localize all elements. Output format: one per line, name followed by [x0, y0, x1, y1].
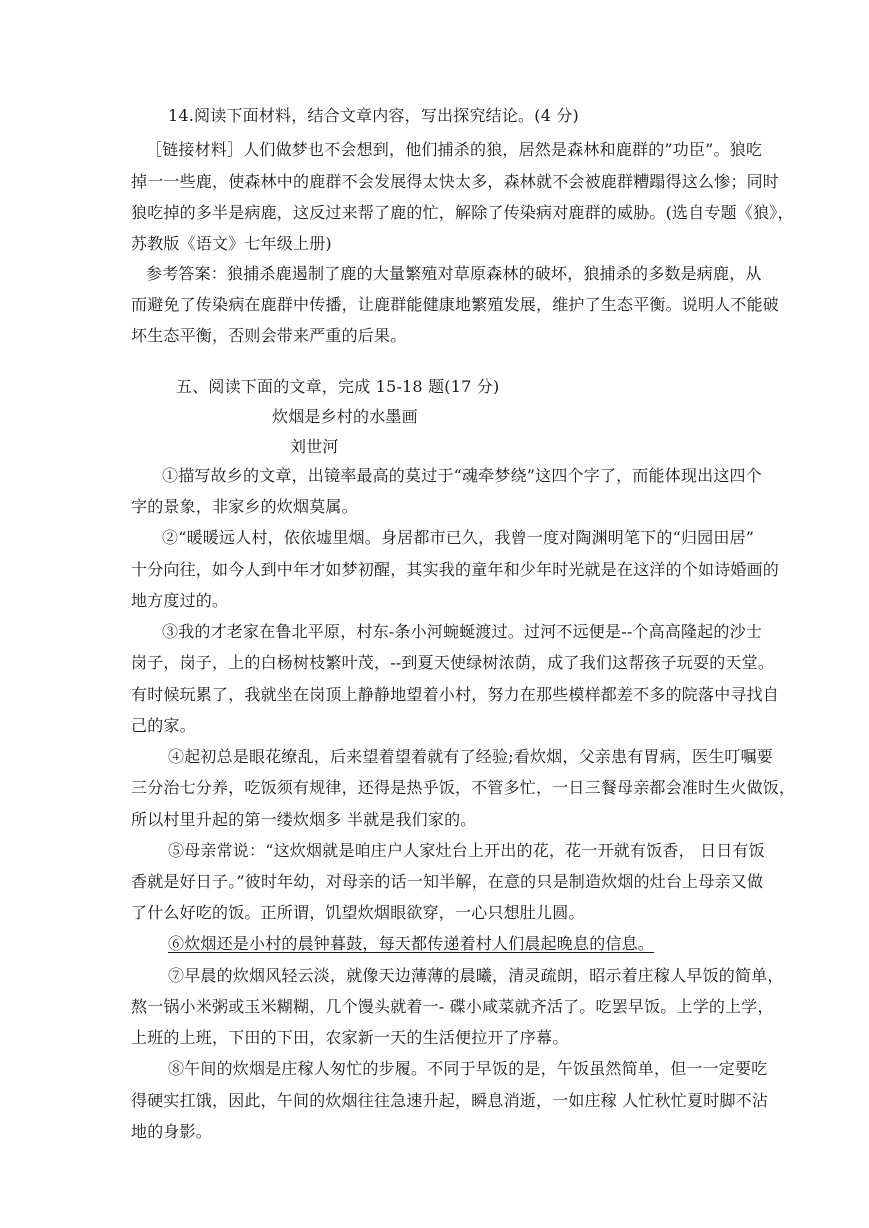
paragraph-line: 上班的上班，下田的下田，农家新一天的生活便拉开了序幕。	[131, 1028, 569, 1047]
paragraph-line: 香就是好日子。”彼时年幼，对母亲的话一知半解，在意的只是制造炊烟的灶台上母亲又做	[131, 872, 764, 891]
paragraph-line: ⑧午间的炊烟是庄稼人匆忙的步履。不同于早饭的是，午饭虽然简单，但一一定要吃	[168, 1059, 768, 1078]
paragraph-line: 地方度过的。	[131, 591, 229, 610]
article-author: 刘世河	[290, 437, 339, 456]
paragraph-line: 字的景象，非家乡的炊烟莫属。	[131, 497, 358, 516]
link-material-line: ［链接材料］人们做梦也不会想到，他们捕杀的狼，居然是森林和鹿群的”功臣”。狼吃	[146, 140, 763, 159]
answer-line: 而避免了传染病在鹿群中传播，让鹿群能健康地繁殖发展，维护了生态平衡。说明人不能破	[131, 295, 780, 314]
paragraph-line: 熬一锅小米粥或玉米糊糊，几个馒头就着一- 碟小咸菜就齐活了。吃罢早饭。上学的上学，	[131, 997, 774, 1016]
paragraph-line: ⑦早晨的炊烟风轻云淡，就像天边薄薄的晨曦，清灵疏朗，昭示着庄稼人早饭的简单，	[168, 966, 784, 985]
question-14-title: 14.阅读下面材料，结合文章内容，写出探究结论。(4 分)	[168, 106, 579, 125]
link-material-line: 掉一一些鹿，使森林中的鹿群不会发展得太快太多，森林就不会被鹿群糟蹋得这么惨；同时	[131, 172, 780, 191]
paragraph-line: 地的身影。	[131, 1122, 213, 1141]
paragraph-line: ④起初总是眼花缭乱，后来望着望着就有了经验;看炊烟，父亲患有胃病，医生叮嘱要	[168, 747, 773, 766]
answer-line: 坏生态平衡，否则会带来严重的后果。	[131, 326, 407, 345]
paragraph-line: 己的家。	[131, 716, 196, 735]
link-material-line: 苏教版《语文》七年级上册)	[131, 234, 332, 253]
paragraph-line: 三分治七分养，吃饭须有规律，还得是热乎饭，不管多忙，一日三餐母亲都会准时生火做饭，	[131, 778, 796, 797]
article-title: 炊烟是乡村的水墨画	[272, 407, 418, 426]
paragraph-line: 有时候玩累了，我就坐在岗顶上静静地望着小村，努力在那些模样都差不多的院落中寻找自	[131, 685, 780, 704]
paragraph-line: ⑤母亲常说：“这炊烟就是咱庄户人家灶台上开出的花，花一开就有饭香， 日日有饭	[168, 841, 765, 860]
paragraph-line: ②“暖暖远人村，依依墟里烟。身居都市已久，我曾一度对陶渊明笔下的“归园田居”	[162, 528, 755, 547]
paragraph-line: 了什么好吃的饭。正所谓，饥望炊烟眼欲穿，一心只想肚儿圆。	[131, 903, 585, 922]
section-heading: 五、阅读下面的文章，完成 15-18 题(17 分)	[176, 377, 500, 396]
paragraph-line: 得硬实扛饿，因此，午间的炊烟往往急速升起，瞬息消逝，一如庄稼 人忙秋忙夏时脚不沾	[131, 1091, 769, 1110]
paragraph-line: 十分向往，如今人到中年才如梦初醒，其实我的童年和少年时光就是在这洋的个如诗婚画的	[131, 560, 780, 579]
paragraph-line: 岗子，岗子，上的白杨树枝繁叶茂，--到夏天使绿树浓荫，成了我们这帮孩子玩耍的天堂。	[131, 653, 775, 672]
paragraph-line: 所以村里升起的第一缕炊烟多 半就是我们家的。	[131, 810, 477, 829]
paragraph-line: ③我的才老家在鲁北平原，村东-条小河蜿蜒渡过。过河不远便是--个高高隆起的沙士	[162, 622, 763, 641]
paragraph-line: ①描写故乡的文章，出镜率最高的莫过于“魂牵梦绕”这四个字了，而能体现出这四个	[162, 466, 762, 485]
link-material-line: 狼吃掉的多半是病鹿，这反过来帮了鹿的忙，解除了传染病对鹿群的威胁。(选自专题《狼》，	[131, 203, 794, 222]
answer-line: 参考答案：狼捕杀鹿遏制了鹿的大量繁殖对草原森林的破坏，狼捕杀的多数是病鹿，从	[146, 264, 762, 283]
underlined-sentence: ⑥炊烟还是小村的晨钟暮鼓，每天都传递着村人们晨起晚息的信息。	[168, 934, 655, 953]
